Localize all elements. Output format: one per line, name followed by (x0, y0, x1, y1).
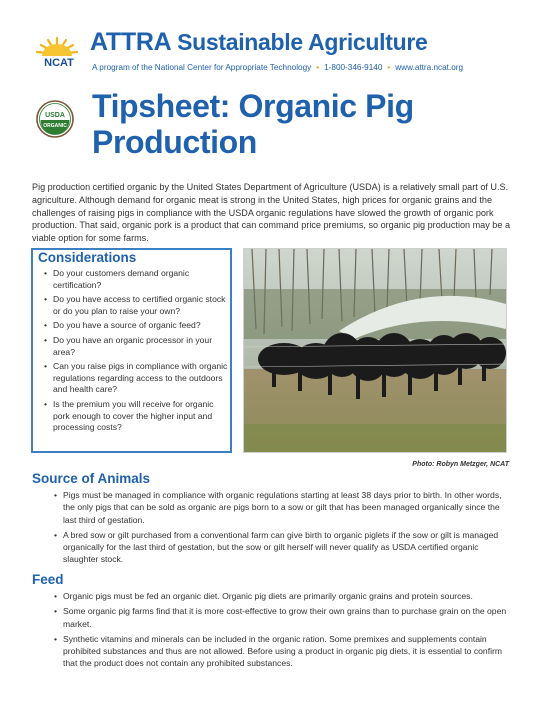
pigs-illustration (244, 249, 507, 453)
list-item: • Do your customers demand organic certification? (53, 268, 230, 291)
seal-usda-text: USDA (45, 112, 65, 119)
tagline-text: A program of the National Center for Appropriate Technology (92, 63, 312, 72)
list-item: • Some organic pig farms find that it is more cost-effective to grow their own grains than to purchase grain on the open market. (63, 605, 515, 630)
list-item: • Do you have access to certified organic stock or do you plan to raise your own? (53, 294, 230, 317)
phone-number: 1-800-346-9140 (324, 63, 383, 72)
pigs-photo (243, 248, 507, 453)
list-item: • Can you raise pigs in compliance with organic regulations regarding access to the outdoors and health care? (53, 361, 230, 396)
list-item: • Synthetic vitamins and minerals can be included in the organic ration. Some premixes and supplements contain prohibited substances and thus are not allowed. Before using a product in organic pig diets, it is essential to confirm that the product does not contain any prohibited substances. (63, 633, 515, 670)
source-of-animals-list (63, 489, 515, 569)
feed-list (63, 590, 515, 673)
section-title-source-of-animals: Source of Animals (32, 471, 151, 486)
considerations-list (53, 268, 230, 437)
ncat-logo-text: NCAT (44, 57, 74, 69)
intro-paragraph: Pig production certified organic by the United States Department of Agriculture (USDA) is a relatively small part of U.S. agriculture. Although demand for organic meat is strong in the United States, high prices for organic grains and the challenges of raising pigs in compliance with the USDA organic regulations have slowed the growth of organic pork production. That said, organic pork is a product that can command price premiums, so organic pig production may be a viable option for some farms. (32, 182, 511, 244)
list-item: • Pigs must be managed in compliance with organic regulations starting at least 38 days prior to birth. In other words, the only pigs that can be sold as organic are pigs born to a sow or gilt that has been managed organically since the last third of gestation. (63, 489, 515, 526)
ncat-sun-logo-icon (34, 36, 80, 76)
section-title-feed: Feed (32, 572, 64, 587)
list-item: • Is the premium you will receive for organic pork enough to cover the higher input and processing costs? (53, 399, 230, 434)
photo-caption: Photo: Robyn Metzger, NCAT (412, 461, 509, 468)
list-item: • Do you have a source of organic feed? (53, 320, 230, 332)
considerations-title: Considerations (38, 250, 137, 265)
brand-title (90, 28, 428, 57)
list-item: • Organic pigs must be fed an organic diet. Organic pig diets are primarily organic grains and protein sources. (63, 590, 515, 602)
usda-organic-seal-icon (36, 100, 74, 138)
tagline: A program of the National Center for Appropriate Technology • 1-800-346-9140 • www.attra.ncat.org (92, 63, 464, 72)
brand-bold: ATTRA (90, 28, 171, 56)
list-item: • Do you have an organic processor in your area? (53, 335, 230, 358)
seal-organic-text: ORGANIC (43, 123, 67, 129)
list-item: • A bred sow or gilt purchased from a conventional farm can give birth to organic piglets if the sow or gilt is managed organically for the last third of gestation, but the sow or gilt herself will never qualify as USDA certified organic slaughter stock. (63, 529, 515, 566)
page-title: Tipsheet: Organic Pig Production (92, 88, 414, 160)
website-link[interactable]: www.attra.ncat.org (395, 63, 464, 72)
brand-rest: Sustainable Agriculture (177, 29, 428, 55)
